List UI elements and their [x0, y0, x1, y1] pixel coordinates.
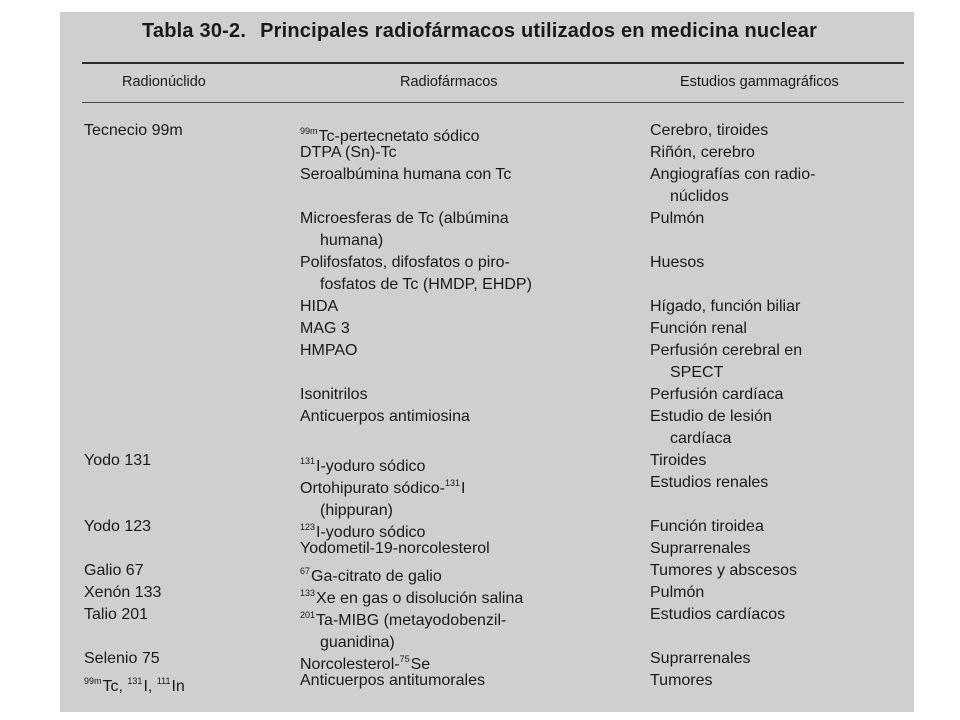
- study-cell: [650, 164, 900, 208]
- cell-line: [300, 406, 640, 428]
- text-segment: I-yoduro sódico: [316, 458, 426, 475]
- study-cell: [650, 538, 900, 560]
- table-row: [60, 142, 914, 164]
- text-segment: I-yoduro sódico: [316, 524, 426, 541]
- table-row: [60, 516, 914, 541]
- isotope-superscript: 131: [300, 456, 316, 466]
- text-segment: Ta-MIBG (metayodobenzil-: [316, 612, 507, 629]
- isotope-superscript: 75: [399, 654, 410, 664]
- text-segment: Anticuerpos antimiosina: [300, 408, 470, 425]
- table-row: [60, 538, 914, 560]
- cell-line: [300, 384, 640, 406]
- table-row: [60, 604, 914, 651]
- isotope-superscript: 67: [300, 566, 311, 576]
- text-segment: In: [171, 678, 185, 695]
- table-row: [60, 340, 914, 384]
- cell-line: [300, 208, 640, 230]
- radionuclide-cell: [84, 670, 304, 698]
- text-segment: I: [461, 480, 466, 497]
- text-segment: I,: [143, 678, 157, 695]
- table-row: [60, 296, 914, 318]
- header-radionuclide: Radionúclido: [122, 74, 206, 90]
- cell-line: [300, 142, 640, 164]
- text-segment: Microesferas de Tc (albúmina: [300, 210, 509, 227]
- header-studies: Estudios gammagráficos: [680, 74, 839, 90]
- cell-line: Pulmón: [650, 210, 705, 227]
- cell-line: Suprarrenales: [650, 540, 751, 557]
- header-top-rule: [82, 62, 904, 64]
- text-segment: Xenón 133: [84, 584, 162, 601]
- study-cell: [650, 406, 900, 450]
- study-cell: [650, 582, 900, 604]
- isotope-superscript: 99m: [84, 676, 102, 686]
- table-row: [60, 208, 914, 252]
- radiopharmaceutical-cell: [300, 406, 640, 428]
- text-segment: Ga-citrato de galio: [311, 568, 442, 585]
- radiopharmaceutical-cell: [300, 318, 640, 340]
- radiopharmaceutical-cell: [300, 472, 640, 522]
- study-cell: [650, 670, 900, 692]
- radionuclide-cell: [84, 516, 304, 538]
- isotope-superscript: 123: [300, 522, 316, 532]
- isotope-superscript: 133: [300, 588, 316, 598]
- cell-line: Estudios renales: [650, 474, 769, 491]
- text-segment: MAG 3: [300, 320, 350, 337]
- study-cell: [650, 318, 900, 340]
- table-row: [60, 648, 914, 673]
- cell-line: SPECT: [670, 364, 724, 381]
- table-row: [60, 120, 914, 145]
- cell-line: [300, 318, 640, 340]
- radiopharmaceutical-cell: [300, 340, 640, 362]
- study-cell: [650, 296, 900, 318]
- cell-line: [300, 274, 640, 296]
- study-cell: [650, 560, 900, 582]
- text-segment: Tecnecio 99m: [84, 122, 183, 139]
- header-bottom-rule: [82, 102, 904, 103]
- isotope-superscript: 99m: [300, 126, 318, 136]
- cell-line: [300, 164, 640, 186]
- text-segment: Isonitrilos: [300, 386, 368, 403]
- radionuclide-cell: [84, 450, 304, 472]
- table-row: [60, 472, 914, 519]
- text-segment: Polifosfatos, difosfatos o piro-: [300, 254, 510, 271]
- cell-line: Suprarrenales: [650, 650, 751, 667]
- cell-line: [300, 296, 640, 318]
- cell-line: [300, 472, 640, 500]
- cell-line: [300, 604, 640, 632]
- study-cell: [650, 340, 900, 384]
- table-row: [60, 164, 914, 208]
- text-segment: Yodo 131: [84, 452, 152, 469]
- text-segment: Norcolesterol-: [300, 656, 400, 673]
- cell-line: Hígado, función biliar: [650, 298, 801, 315]
- text-segment: Tc-pertecnetato sódico: [318, 128, 480, 145]
- cell-line: Angiografías con radio-: [650, 166, 816, 183]
- document-page: [60, 12, 914, 712]
- study-cell: [650, 472, 900, 494]
- radiopharmaceutical-cell: [300, 142, 640, 164]
- text-segment: Yodo 123: [84, 518, 152, 535]
- radiopharmaceutical-cell: [300, 296, 640, 318]
- cell-line: [300, 670, 640, 692]
- text-segment: humana): [320, 232, 384, 249]
- cell-line: Función tiroidea: [650, 518, 764, 535]
- text-segment: Galio 67: [84, 562, 144, 579]
- table-row: [60, 670, 914, 695]
- cell-line: [300, 252, 640, 274]
- radionuclide-cell: [84, 648, 304, 670]
- cell-line: [300, 538, 640, 560]
- radionuclide-cell: [84, 560, 304, 582]
- text-segment: Talio 201: [84, 606, 149, 623]
- radiopharmaceutical-cell: [300, 252, 640, 296]
- radiopharmaceutical-cell: [300, 208, 640, 252]
- text-segment: Seroalbúmina humana con Tc: [300, 166, 512, 183]
- cell-line: Tumores: [650, 672, 713, 689]
- text-segment: DTPA (Sn)-Tc: [300, 144, 397, 161]
- text-segment: (hippuran): [320, 502, 393, 519]
- text-segment: Xe en gas o disolución salina: [316, 590, 524, 607]
- table-row: [60, 406, 914, 450]
- cell-line: Pulmón: [650, 584, 705, 601]
- study-cell: [650, 142, 900, 164]
- isotope-superscript: 111: [156, 676, 171, 686]
- text-segment: fosfatos de Tc (HMDP, EHDP): [320, 276, 532, 293]
- radiopharmaceutical-cell: [300, 164, 640, 186]
- text-segment: HIDA: [300, 298, 339, 315]
- cell-line: Riñón, cerebro: [650, 144, 755, 161]
- cell-line: Cerebro, tiroides: [650, 122, 769, 139]
- cell-line: Perfusión cerebral en: [650, 342, 803, 359]
- isotope-superscript: 131: [127, 676, 143, 686]
- study-cell: [650, 120, 900, 142]
- text-segment: Tc,: [102, 678, 128, 695]
- text-segment: Selenio 75: [84, 650, 160, 667]
- study-cell: [650, 208, 900, 230]
- cell-line: Perfusión cardíaca: [650, 386, 784, 403]
- radiopharmaceutical-cell: [300, 538, 640, 560]
- study-cell: [650, 252, 900, 274]
- table-title: [142, 20, 902, 43]
- study-cell: [650, 648, 900, 670]
- table-row: [60, 582, 914, 607]
- isotope-superscript: 131: [444, 478, 460, 488]
- table-number: Tabla 30-2.: [142, 20, 247, 42]
- cell-line: Función renal: [650, 320, 747, 337]
- radiopharmaceutical-cell: [300, 670, 640, 692]
- radionuclide-cell: [84, 582, 304, 604]
- text-segment: Se: [410, 656, 431, 673]
- text-segment: HMPAO: [300, 342, 358, 359]
- text-segment: guanidina): [320, 634, 395, 651]
- cell-line: [300, 340, 640, 362]
- text-segment: Ortohipurato sódico-: [300, 480, 445, 497]
- study-cell: [650, 450, 900, 472]
- table-row: [60, 384, 914, 406]
- cell-line: núclidos: [670, 188, 729, 205]
- cell-line: [300, 230, 640, 252]
- study-cell: [650, 604, 900, 626]
- cell-line: cardíaca: [670, 430, 732, 447]
- table-row: [60, 560, 914, 585]
- cell-line: Huesos: [650, 254, 705, 271]
- cell-line: Tumores y abscesos: [650, 562, 798, 579]
- study-cell: [650, 516, 900, 538]
- study-cell: [650, 384, 900, 406]
- radiopharmaceutical-cell: [300, 604, 640, 654]
- isotope-superscript: 201: [300, 610, 316, 620]
- header-radiopharmaceutical: Radiofármacos: [400, 74, 498, 90]
- text-segment: Yodometil-19-norcolesterol: [300, 540, 490, 557]
- table-row: [60, 318, 914, 340]
- table-row: [60, 252, 914, 296]
- radionuclide-cell: [84, 120, 304, 142]
- radiopharmaceutical-cell: [300, 384, 640, 406]
- cell-line: Estudio de lesión: [650, 408, 772, 425]
- table-title-text: Principales radiofármacos utilizados en medicina nuclear: [260, 20, 818, 42]
- cell-line: Tiroides: [650, 452, 707, 469]
- table-row: [60, 450, 914, 475]
- text-segment: Anticuerpos antitumorales: [300, 672, 485, 689]
- cell-line: Estudios cardíacos: [650, 606, 786, 623]
- radionuclide-cell: [84, 604, 304, 626]
